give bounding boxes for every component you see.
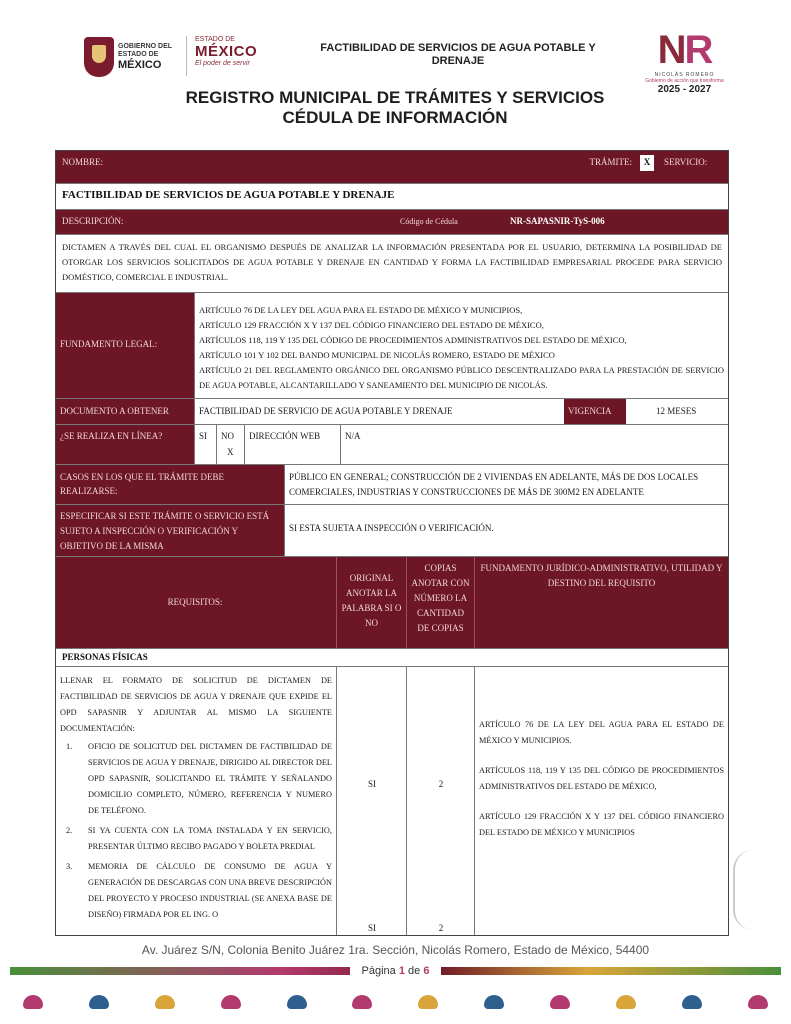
fundamento-requisito-header: FUNDAMENTO JURÍDICO-ADMINISTRATIVO, UTILIDAD Y DESTINO DEL REQUISITO bbox=[474, 557, 728, 648]
header-doc-title: FACTIBILIDAD DE SERVICIOS DE AGUA POTABLE Y DRENAJE bbox=[320, 42, 596, 67]
copias-value: 2 bbox=[438, 923, 444, 933]
original-header: ORIGINAL ANOTAR LA PALABRA SI O NO bbox=[336, 557, 406, 648]
fundamento-requisito-item: ARTÍCULOS 118, 119 Y 135 DEL CÓDIGO DE PROCEDIMIENTOS ADMINISTRATIVOS DEL ESTADO DE MÉXICO, bbox=[479, 766, 724, 791]
footer-address: Av. Juárez S/N, Colonia Benito Juárez 1ra. Sección, Nicolás Romero, Estado de México, 54400 bbox=[141, 943, 650, 957]
fundamento-requisito-item: ARTÍCULO 76 DE LA LEY DEL AGUA PARA EL ESTADO DE MÉXICO Y MUNICIPIOS. bbox=[479, 720, 724, 745]
edomex-logo bbox=[84, 34, 179, 80]
edomex-logo-text: GOBIERNO DEL ESTADO DE MÉXICO bbox=[118, 43, 173, 71]
descripcion-label: DESCRIPCIÓN: bbox=[62, 216, 124, 226]
direccion-web-label: DIRECCIÓN WEB bbox=[244, 425, 340, 464]
fundamento-label: FUNDAMENTO LEGAL: bbox=[56, 293, 194, 398]
page-title: REGISTRO MUNICIPAL DE TRÁMITES Y SERVICIOS CÉDULA DE INFORMACIÓN bbox=[185, 88, 605, 127]
en-linea-no-mark: X bbox=[227, 447, 234, 457]
copias-value: 2 bbox=[438, 779, 444, 789]
requisitos-intro: LLENAR EL FORMATO DE SOLICITUD DE DICTAMEN DE FACTIBILIDAD DE SERVICIOS DE AGUA Y DRENAJE QUE EXPIDE EL OPD SAPASNIR Y ADJUNTAR AL MISMO LA SIGUIENTE DOCUMENTACIÓN: bbox=[60, 676, 332, 733]
cedula-form bbox=[55, 150, 729, 936]
pattern-icon bbox=[287, 995, 307, 1009]
documento-label: DOCUMENTO A OBTENER bbox=[56, 399, 194, 424]
nombre-value: FACTIBILIDAD DE SERVICIOS DE AGUA POTABLE Y DRENAJE bbox=[62, 189, 395, 201]
nicolas-romero-logo: NR NICOLÁS ROMERO Gobierno de acción que transforma 2025 - 2027 bbox=[632, 28, 737, 110]
page-header bbox=[0, 0, 791, 150]
personas-fisicas-row bbox=[56, 649, 728, 667]
vigencia-value: 12 MESES bbox=[656, 406, 697, 416]
requisito-item: 2. SI YA CUENTA CON LA TOMA INSTALADA Y EN SERVICIO, PRESENTAR ÚLTIMO RECIBO PAGADO Y BOLETA PREDIAL bbox=[66, 826, 332, 851]
requisito-item: 1. OFICIO DE SOLICITUD DEL DICTAMEN DE FACTIBILIDAD DE SERVICIOS DE AGUA Y DRENAJE, DIRIGIDO AL DIRECTOR DEL OPD SAPASNIR, SOLICITANDO EL TRÁMITE Y SEÑALANDO DOMICILIO COMPLETO, NÚMERO, REFERENCIA Y NUMERO DE TELÉFONO. bbox=[66, 742, 332, 815]
inspeccion-row bbox=[56, 505, 728, 557]
fundamento-item: ARTÍCULO 21 DEL REGLAMENTO ORGÁNICO DEL ORGANISMO PÚBLICO DESCENTRALIZADO PARA LA PRESTACIÓN DE SERVICIO DE AGUA POTABLE, ALCANTARILLADO Y SANEAMIENTO DEL MUNICIPIO DE NICOLÁS. bbox=[199, 365, 724, 390]
vigencia-label: VIGENCIA bbox=[564, 399, 626, 424]
butterfly-icon bbox=[418, 995, 438, 1009]
mexico-logo: ESTADO DE MÉXICO El poder de servir bbox=[186, 36, 272, 76]
personas-fisicas-label: PERSONAS FÍSICAS bbox=[62, 652, 148, 662]
heart-icon bbox=[23, 995, 43, 1009]
requisitos-header: REQUISITOS: bbox=[167, 597, 223, 607]
nombre-value-row bbox=[56, 184, 728, 210]
original-value: SI bbox=[367, 779, 376, 789]
nr-logo-mark: NR bbox=[657, 28, 712, 72]
fundamento-requisito-item: ARTÍCULO 129 FRACCIÓN X Y 137 DEL CÓDIGO FINANCIERO DEL ESTADO DE MÉXICO Y MUNICIPIOS bbox=[479, 812, 724, 837]
codigo-value: NR-SAPASNIR-TyS-006 bbox=[510, 216, 605, 226]
fundamento-item: ARTÍCULO 101 Y 102 DEL BANDO MUNICIPAL DE NICOLÁS ROMERO, ESTADO DE MÉXICO bbox=[199, 350, 555, 360]
signature-mark bbox=[733, 850, 773, 930]
en-linea-row bbox=[56, 425, 728, 465]
servicio-label: SERVICIO: bbox=[664, 157, 708, 167]
descripcion-value-row bbox=[56, 235, 728, 293]
fundamento-requisito-column bbox=[474, 667, 728, 936]
heart-icon bbox=[550, 995, 570, 1009]
en-linea-label: ¿SE REALIZA EN LÍNEA? bbox=[56, 425, 194, 464]
heart-icon bbox=[221, 995, 241, 1009]
requisitos-body bbox=[56, 667, 728, 936]
codigo-label: Código de Cédula bbox=[400, 217, 458, 226]
casos-value: PÚBLICO EN GENERAL; CONSTRUCCIÓN DE 2 VIVIENDAS EN ADELANTE, MÁS DE DOS LOCALES COMERCIALES, INDUSTRIAS Y CONSTRUCCIONES DE MÁS DE 300M2 EN ADELANTE bbox=[284, 465, 728, 504]
tramite-label: TRÁMITE: bbox=[589, 157, 632, 167]
requisitos-header-row bbox=[56, 557, 728, 649]
en-linea-si: SI bbox=[194, 425, 216, 464]
coat-of-arms-icon bbox=[84, 37, 114, 77]
copias-header: COPIAS ANOTAR CON NÚMERO LA CANTIDAD DE COPIAS bbox=[406, 557, 474, 648]
descripcion-value: DICTAMEN A TRAVÉS DEL CUAL EL ORGANISMO DESPUÉS DE ANALIZAR LA INFORMACIÓN PRESENTADA POR EL USUARIO, DETERMINA LA POSIBILIDAD DE OTORGAR LOS SERVICIOS SOLICITADOS DE AGUA POTABLE Y DRENAJE EN CANTIDAD Y FORMA LA FACTIBILIDAD EMPRESARIAL PROCEDE PARA SERVICIO DOMÉSTICO, COMERCIAL E INDUSTRIAL. bbox=[62, 242, 722, 282]
inspeccion-label: ESPECIFICAR SI ESTE TRÁMITE O SERVICIO ESTÁ SUJETO A INSPECCIÓN O VERIFICACIÓN Y OBJETIVO DE LA MISMA bbox=[56, 505, 284, 556]
en-linea-no: NO X bbox=[216, 425, 244, 464]
pattern-icon bbox=[682, 995, 702, 1009]
butterfly-icon bbox=[155, 995, 175, 1009]
fundamento-item: ARTÍCULO 76 DE LA LEY DEL AGUA PARA EL ESTADO DE MÉXICO Y MUNICIPIOS, bbox=[199, 305, 523, 315]
fundamento-item: ARTÍCULOS 118, 119 Y 135 DEL CÓDIGO DE PROCEDIMIENTOS ADMINISTRATIVOS DEL ESTADO DE MÉXICO, bbox=[199, 335, 627, 345]
direccion-web-value: N/A bbox=[340, 425, 728, 464]
nombre-label: NOMBRE: bbox=[62, 157, 104, 167]
casos-row bbox=[56, 465, 728, 505]
original-value: SI bbox=[367, 923, 376, 933]
requisito-item: 3. MEMORIA DE CÁLCULO DE CONSUMO DE AGUA Y GENERACIÓN DE DESCARGAS CON UNA BREVE DESCRIPCIÓN DEL PROYECTO Y PROCESO INDUSTRIAL (SE ANEXA BASE DE DISEÑO) FIRMADA POR EL ING. O bbox=[66, 862, 332, 919]
heart-icon bbox=[352, 995, 372, 1009]
footer-decoration bbox=[0, 988, 791, 1016]
pattern-icon bbox=[484, 995, 504, 1009]
fundamento-list bbox=[194, 293, 728, 398]
page-number: Página 1 de 6 bbox=[350, 965, 441, 979]
documento-row bbox=[56, 399, 728, 425]
pattern-icon bbox=[89, 995, 109, 1009]
fundamento-item: ARTÍCULO 129 FRACCIÓN X Y 137 DEL CÓDIGO FINANCIERO DEL ESTADO DE MÉXICO, bbox=[199, 320, 544, 330]
original-column bbox=[336, 667, 406, 936]
descripcion-header-row bbox=[56, 210, 728, 235]
butterfly-icon bbox=[616, 995, 636, 1009]
casos-label: CASOS EN LOS QUE EL TRÁMITE DEBE REALIZARSE: bbox=[56, 465, 284, 504]
inspeccion-value: SI ESTA SUJETA A INSPECCIÓN O VERIFICACIÓN. bbox=[284, 505, 728, 556]
nombre-header-row bbox=[56, 151, 728, 184]
documento-value: FACTIBILIDAD DE SERVICIO DE AGUA POTABLE Y DRENAJE bbox=[194, 399, 564, 424]
heart-icon bbox=[748, 995, 768, 1009]
tramite-checkbox[interactable]: X bbox=[640, 155, 654, 171]
copias-column bbox=[406, 667, 474, 936]
fundamento-row bbox=[56, 293, 728, 399]
requisitos-list bbox=[56, 667, 336, 936]
